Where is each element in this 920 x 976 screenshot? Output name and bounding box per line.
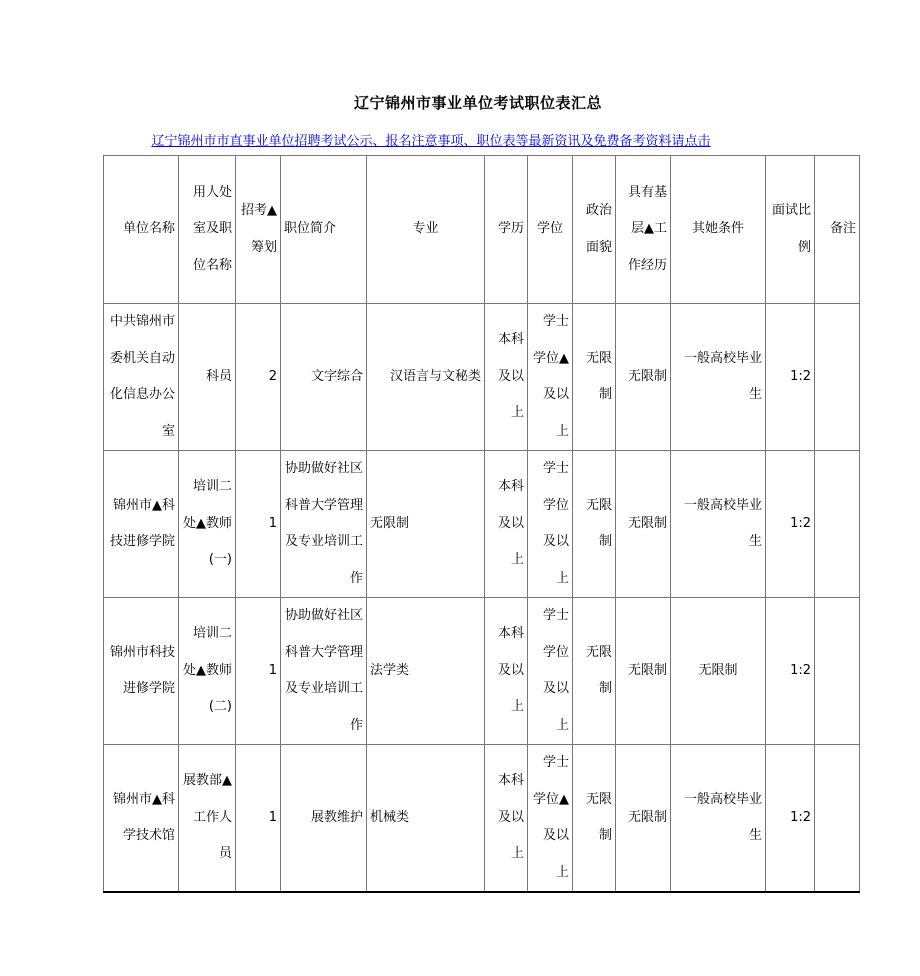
cell-other: 一般高校毕业生	[671, 304, 766, 451]
table-row	[104, 451, 860, 598]
header-edu: 学历	[485, 156, 528, 304]
header-ratio: 面试比例	[766, 156, 815, 304]
cell-count: 2	[236, 304, 281, 451]
cell-ratio: 1:2	[766, 745, 815, 893]
cell-edu: 本科及以上	[485, 304, 528, 451]
position-table	[103, 155, 860, 893]
cell-politics: 无限制	[573, 598, 616, 745]
cell-other: 无限制	[671, 598, 766, 745]
cell-unit: 锦州市▲科学技术馆	[104, 745, 179, 893]
cell-degree: 学士学位▲及以上	[528, 304, 573, 451]
header-row	[104, 156, 860, 304]
cell-intro: 文字综合	[281, 304, 367, 451]
cell-other: 一般高校毕业生	[671, 745, 766, 893]
cell-dept: 培训二处▲教师(二)	[179, 598, 236, 745]
cell-degree: 学士学位▲及以上	[528, 745, 573, 893]
header-degree: 学位	[528, 156, 573, 304]
cell-remark	[815, 745, 860, 893]
cell-edu: 本科及以上	[485, 451, 528, 598]
cell-intro: 展教维护	[281, 745, 367, 893]
header-count: 招考▲筹划	[236, 156, 281, 304]
cell-grassroots: 无限制	[616, 451, 671, 598]
cell-grassroots: 无限制	[616, 745, 671, 893]
header-dept: 用人处室及职位名称	[179, 156, 236, 304]
cell-unit: 锦州市科技进修学院	[104, 598, 179, 745]
cell-edu: 本科及以上	[485, 745, 528, 893]
cell-grassroots: 无限制	[616, 598, 671, 745]
cell-dept: 科员	[179, 304, 236, 451]
cell-major: 无限制	[367, 451, 485, 598]
table-row	[104, 745, 860, 893]
cell-degree: 学士学位及以上	[528, 598, 573, 745]
cell-politics: 无限制	[573, 304, 616, 451]
cell-other: 一般高校毕业生	[671, 451, 766, 598]
cell-remark	[815, 598, 860, 745]
cell-unit: 中共锦州市委机关自动化信息办公室	[104, 304, 179, 451]
table-row	[104, 304, 860, 451]
header-intro: 职位简介	[281, 156, 367, 304]
info-link[interactable]: 辽宁锦州市市直事业单位招聘考试公示、报名注意事项、职位表等最新资讯及免费备考资料请点击	[151, 134, 711, 149]
cell-count: 1	[236, 598, 281, 745]
cell-remark	[815, 304, 860, 451]
table-row	[104, 598, 860, 745]
cell-dept: 展教部▲工作人员	[179, 745, 236, 893]
cell-major: 汉语言与文秘类	[367, 304, 485, 451]
cell-ratio: 1:2	[766, 451, 815, 598]
header-other: 其她条件	[671, 156, 766, 304]
cell-intro: 协助做好社区科普大学管理及专业培训工作	[281, 451, 367, 598]
cell-major: 法学类	[367, 598, 485, 745]
header-remark: 备注	[815, 156, 860, 304]
cell-major: 机械类	[367, 745, 485, 893]
cell-politics: 无限制	[573, 451, 616, 598]
cell-dept: 培训二处▲教师(一)	[179, 451, 236, 598]
header-unit: 单位名称	[104, 156, 179, 304]
cell-count: 1	[236, 451, 281, 598]
cell-politics: 无限制	[573, 745, 616, 893]
cell-ratio: 1:2	[766, 598, 815, 745]
cell-intro: 协助做好社区科普大学管理及专业培训工作	[281, 598, 367, 745]
cell-edu: 本科及以上	[485, 598, 528, 745]
header-politics: 政治面貌	[573, 156, 616, 304]
cell-unit: 锦州市▲科技进修学院	[104, 451, 179, 598]
cell-degree: 学士学位及以上	[528, 451, 573, 598]
cell-ratio: 1:2	[766, 304, 815, 451]
cell-count: 1	[236, 745, 281, 893]
page-title: 辽宁锦州市事业单位考试职位表汇总	[353, 94, 602, 112]
header-major: 专业	[367, 156, 485, 304]
cell-grassroots: 无限制	[616, 304, 671, 451]
cell-remark	[815, 451, 860, 598]
header-grassroots: 具有基层▲工作经历	[616, 156, 671, 304]
